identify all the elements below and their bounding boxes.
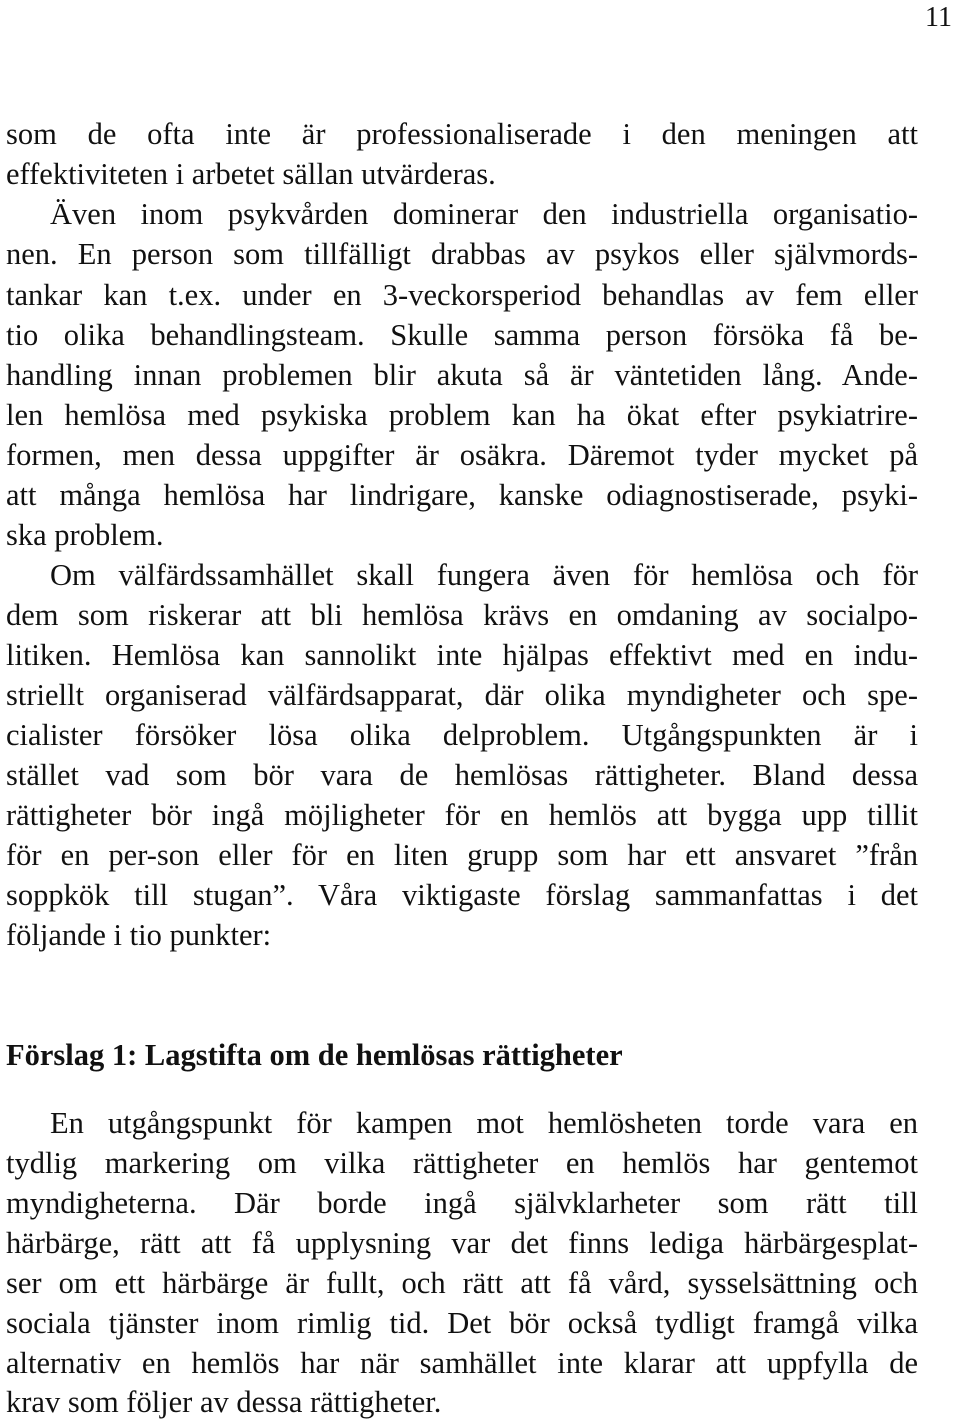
text-line: nen. En person som tillfälligt drabbas av psykos eller självmords- [6,237,918,271]
text-line: att många hemlösa har lindrigare, kanske odiagnostiserade, psyki- [6,478,918,512]
text-line: rättigheter bör ingå möjligheter för en hemlös att bygga upp tillit [6,798,918,832]
text-line: cialister försöker lösa olika delproblem. Utgångspunkten är i [6,718,918,752]
text-line: ser om ett härbärge är fullt, och rätt att få vård, sysselsättning och [6,1266,918,1300]
text-line: härbärge, rätt att få upplysning var det finns lediga härbärgesplat- [6,1226,918,1260]
text-line: formen, men dessa uppgifter är osäkra. Däremot tyder mycket på [6,438,918,472]
text-line: stället vad som bör vara de hemlösas rättigheter. Bland dessa [6,758,918,792]
text-line: tydlig markering om vilka rättigheter en hemlös har gentemot [6,1146,918,1180]
text-line: litiken. Hemlösa kan sannolikt inte hjälpas effektivt med en indu- [6,638,918,672]
text-line: sociala tjänster inom rimlig tid. Det bör också tydligt framgå vilka [6,1306,918,1340]
text-line: dem som riskerar att bli hemlösa krävs en omdaning av socialpo- [6,598,918,632]
text-line: ska problem. [6,518,164,552]
text-line: Även inom psykvården dominerar den industriella organisatio- [50,197,918,231]
text-line: tio olika behandlingsteam. Skulle samma person försöka få be- [6,318,918,352]
text-line: följande i tio punkter: [6,918,272,952]
text-line: krav som följer av dessa rättigheter. [6,1385,442,1419]
text-line: som de ofta inte är professionaliserade i den meningen att [6,117,918,151]
text-line: för en per-son eller för en liten grupp som har ett ansvaret ”från [6,838,918,872]
text-line: handling innan problemen blir akuta så är väntetiden lång. Ande- [6,358,918,392]
text-line: alternativ en hemlös har när samhället inte klarar att uppfylla de [6,1346,918,1380]
text-line: soppkök till stugan”. Våra viktigaste förslag sammanfattas i det [6,878,918,912]
text-line: En utgångspunkt för kampen mot hemlösheten torde vara en [50,1106,918,1140]
section-heading: Förslag 1: Lagstifta om de hemlösas rättigheter [6,1038,623,1072]
text-line: striellt organiserad välfärdsapparat, där olika myndigheter och spe- [6,678,918,712]
text-line: len hemlösa med psykiska problem kan ha ökat efter psykiatrire- [6,398,918,432]
text-line: tankar kan t.ex. under en 3-veckorsperiod behandlas av fem eller [6,278,918,312]
text-line: Om välfärdssamhället skall fungera även för hemlösa och för [50,558,918,592]
text-line: myndigheterna. Där borde ingå självklarheter som rätt till [6,1186,918,1220]
text-line: effektiviteten i arbetet sällan utvärderas. [6,157,496,191]
page-number: 11 [925,2,952,33]
